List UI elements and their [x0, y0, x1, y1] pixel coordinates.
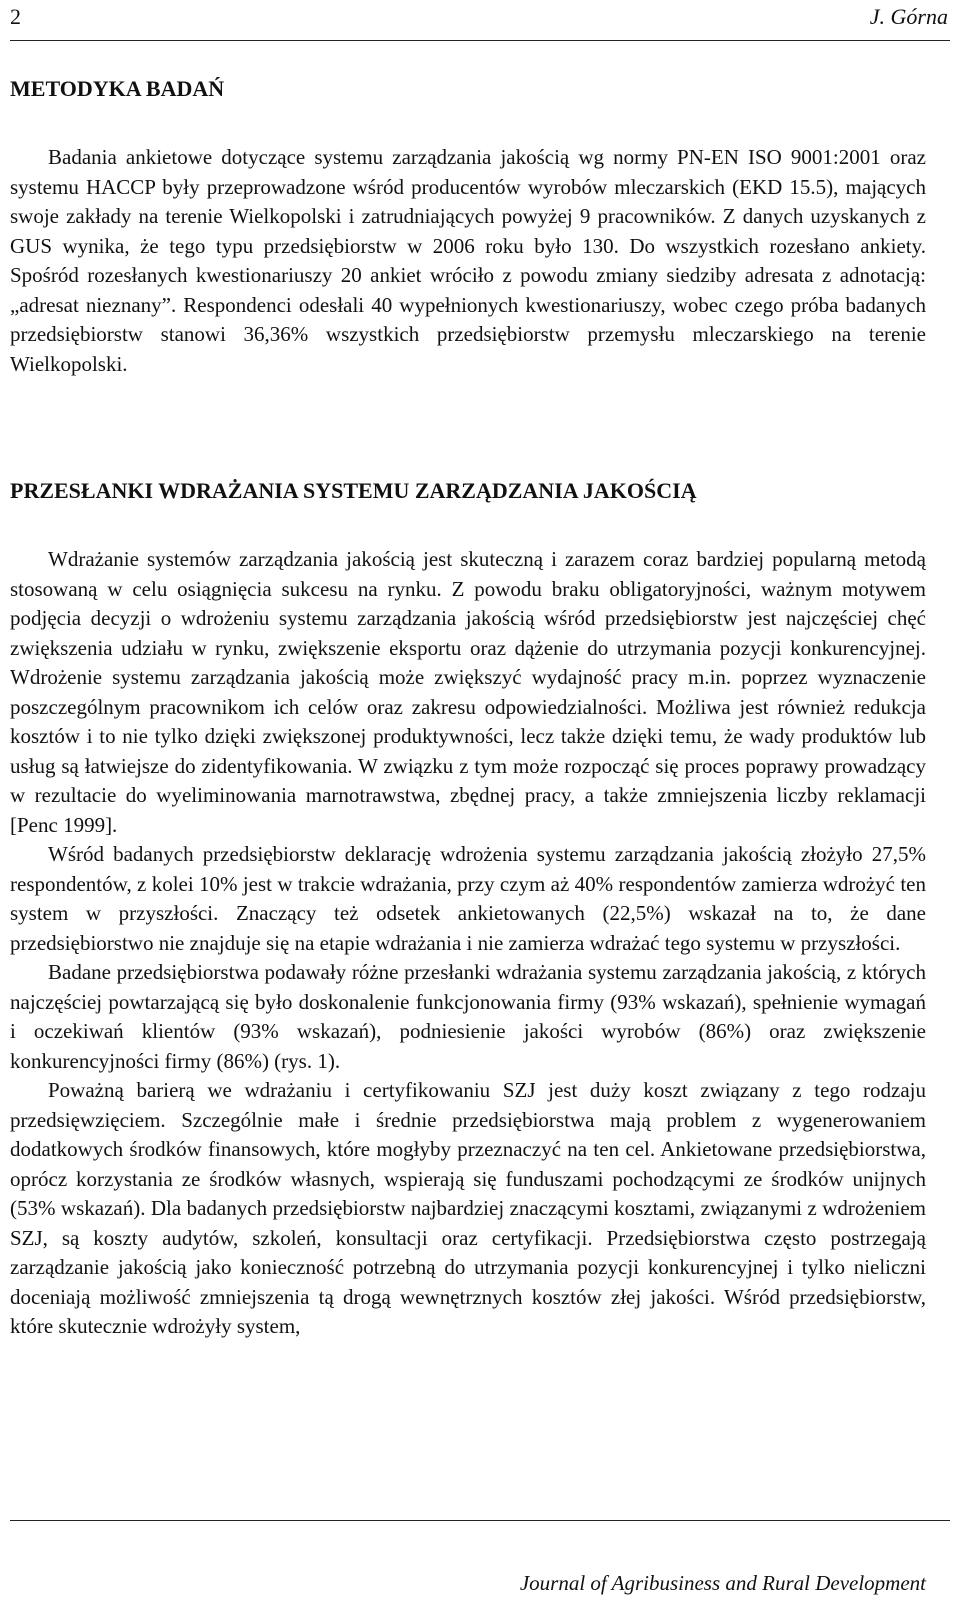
- page-footer: [10, 1520, 950, 1611]
- paragraph: Wdrażanie systemów zarządzania jakością jest skuteczną i zarazem coraz bardziej popularną metodą stosowaną w celu osiągnięcia sukcesu na rynku. Z powodu braku obligatoryjności, ważnym motywem podjęcia decyzji o wdrożeniu systemu zarządzania jakością wśród przedsiębiorstw jest najczęściej chęć zwiększenia udziału w rynku, zwiększenie eksportu oraz dążenie do utrzymania pozycji konkurencyjnej. Wdrożenie systemu zarządzania jakością może zwiększyć wydajność pracy m.in. poprzez wyznaczenie poszczególnym pracownikom ich celów oraz zakresu odpowiedzialności. Możliwa jest również redukcja kosztów i to nie tylko dzięki zwiększonej produktywności, lecz także dzięki temu, że wady produktów lub usług są łatwiejsze do zidentyfikowania. W związku z tym może rozpocząć się proces poprawy prowadzący w rezultacie do wyeliminowania marnotrawstwa, zbędnej pracy, a także zmniejszenia liczby reklamacji [Penc 1999].: [10, 547, 926, 837]
- journal-name: Journal of Agribusiness and Rural Development: [519, 1571, 926, 1595]
- paragraph: Wśród badanych przedsiębiorstw deklarację wdrożenia systemu zarządzania jakością złożyło 27,5% respondentów, z kolei 10% jest w trakcie wdrażania, przy czym aż 40% respondentów zamierza wdrożyć ten system w przyszłości. Znaczący też odsetek ankietowanych (22,5%) wskazał na to, że dane przedsiębiorstwo nie znajduje się na etapie wdrażania i nie zamierza wdrażać tego systemu w przyszłości.: [10, 842, 926, 955]
- section-body-methodology: [10, 143, 926, 379]
- section-body-premises: [10, 545, 926, 1342]
- paragraph: Badane przedsiębiorstwa podawały różne przesłanki wdrażania systemu zarządzania jakością, z których najczęściej powtarzającą się było doskonalenie funkcjonowania firmy (93% wskazań), spełnienie wymagań i oczekiwań klientów (93% wskazań), podniesienie jakości wyrobów (86%) oraz zwiększenie konkurencyjności firmy (86%) (rys. 1).: [10, 960, 926, 1073]
- running-header-author: J. Górna: [869, 4, 948, 29]
- paragraph: Badania ankietowe dotyczące systemu zarządzania jakością wg normy PN-EN ISO 9001:2001 oraz systemu HACCP były przeprowadzone wśród producentów wyrobów mleczarskich (EKD 15.5), mających swoje zakłady na terenie Wielkopolski i zatrudniających powyżej 9 pracowników. Z danych uzyskanych z GUS wynika, że tego typu przedsiębiorstw w 2006 roku było 130. Do wszystkich rozesłano ankiety. Spośród rozesłanych kwestionariuszy 20 ankiet wróciło z powodu zmiany siedziby adresata z adnotacją: „adresat nieznany”. Respondenci odesłali 40 wypełnionych kwestionariuszy, wobec czego próba badanych przedsiębiorstw stanowi 36,36% wszystkich przedsiębiorstw przemysłu mleczarskiego na terenie Wielkopolski.: [10, 145, 926, 376]
- section-heading-premises: PRZESŁANKI WDRAŻANIA SYSTEMU ZARZĄDZANIA JAKOŚCIĄ: [10, 478, 697, 503]
- paragraph: Poważną barierą we wdrażaniu i certyfikowaniu SZJ jest duży koszt związany z tego rodzaju przedsięwzięciem. Szczególnie małe i średnie przedsiębiorstwa mają problem z wygenerowaniem dodatkowych środków finansowych, które mogłyby przeznaczyć na ten cel. Ankietowane przedsiębiorstwa, oprócz korzystania ze środków własnych, wspierają się funduszami pochodzącymi ze środków unijnych (53% wskazań). Dla badanych przedsiębiorstw najbardziej znaczącymi kosztami, związanymi z wdrożeniem SZJ, są koszty audytów, szkoleń, konsultacji oraz certyfikacji. Przedsiębiorstwa często postrzegają zarządzanie jakością jako konieczność potrzebną do utrzymania pozycji konkurencyjnej i tylko nieliczni doceniają możliwość zmniejszenia tą drogą wewnętrznych kosztów złej jakości. Wśród przedsiębiorstw, które skutecznie wdrożyły system,: [10, 1078, 926, 1338]
- section-heading-methodology: METODYKA BADAŃ: [10, 76, 225, 101]
- page-number: 2: [10, 4, 21, 29]
- page-header: [10, 0, 950, 41]
